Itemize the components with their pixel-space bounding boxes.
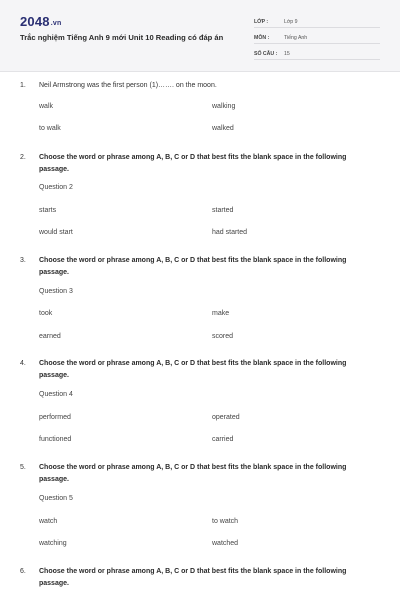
meta-key: SỐ CÂU : [254,51,278,57]
question-number: 3. [20,257,26,264]
option-b[interactable]: operated [212,414,240,421]
meta-row-class [254,14,380,28]
option-c[interactable]: to walk [39,125,61,132]
option-c[interactable]: would start [39,229,73,236]
option-b[interactable]: to watch [212,518,239,525]
option-d[interactable]: scored [212,333,234,340]
question-label: Question 5 [39,495,73,502]
meta-row-subject [254,30,380,44]
option-d[interactable]: carried [212,436,234,443]
question-text: Choose the word or phrase among A, B, C or D that best fits the blank space in the following passage. [39,464,347,483]
option-d[interactable]: watched [212,540,239,547]
quiz-meta [254,14,380,62]
option-a[interactable]: starts [39,207,57,214]
question-label: Question 2 [39,184,73,191]
option-b[interactable]: make [212,310,230,317]
question-line [20,566,369,590]
option-a[interactable]: took [39,310,53,317]
question-line [20,255,369,279]
option-a[interactable]: watch [39,518,58,525]
logo-suffix: .vn [50,20,62,27]
option-b[interactable]: walking [212,103,236,110]
question-line [20,152,369,176]
option-d[interactable]: had started [212,229,248,236]
question-text: Choose the word or phrase among A, B, C or D that best fits the blank space in the following passage. [39,257,347,276]
meta-value: 15 [284,51,290,57]
meta-key: LỚP : [254,19,269,25]
question-line [20,462,369,486]
logo-text: 2048 [20,14,50,29]
question-label: Question 3 [39,288,73,295]
question-number: 5. [20,464,26,471]
option-c[interactable]: watching [39,540,67,547]
page-header [0,0,400,72]
question-line [20,358,369,382]
question-text: Choose the word or phrase among A, B, C or D that best fits the blank space in the following passage. [39,568,347,587]
option-d[interactable]: walked [212,125,234,132]
option-a[interactable]: walk [39,103,54,110]
question-number: 1. [20,82,26,89]
question-text: Choose the word or phrase among A, B, C or D that best fits the blank space in the following passage. [39,154,347,173]
meta-row-count [254,46,380,60]
meta-value: Tiếng Anh [284,35,308,41]
option-c[interactable]: functioned [39,436,72,443]
question-number: 6. [20,568,26,575]
option-a[interactable]: performed [39,414,71,421]
question-line [20,80,369,92]
page-title: Trắc nghiệm Tiếng Anh 9 mới Unit 10 Reading có đáp án [20,33,224,42]
option-c[interactable]: earned [39,333,61,340]
option-b[interactable]: started [212,207,234,214]
question-number: 4. [20,360,26,367]
question-number: 2. [20,154,26,161]
question-label: Question 4 [39,391,73,398]
meta-value: Lớp 9 [284,19,298,25]
meta-key: MÔN : [254,35,270,41]
site-logo[interactable] [20,14,61,29]
question-text: Choose the word or phrase among A, B, C or D that best fits the blank space in the following passage. [39,360,347,379]
question-text: Neil Armstrong was the first person (1)……. on the moon. [39,82,217,89]
